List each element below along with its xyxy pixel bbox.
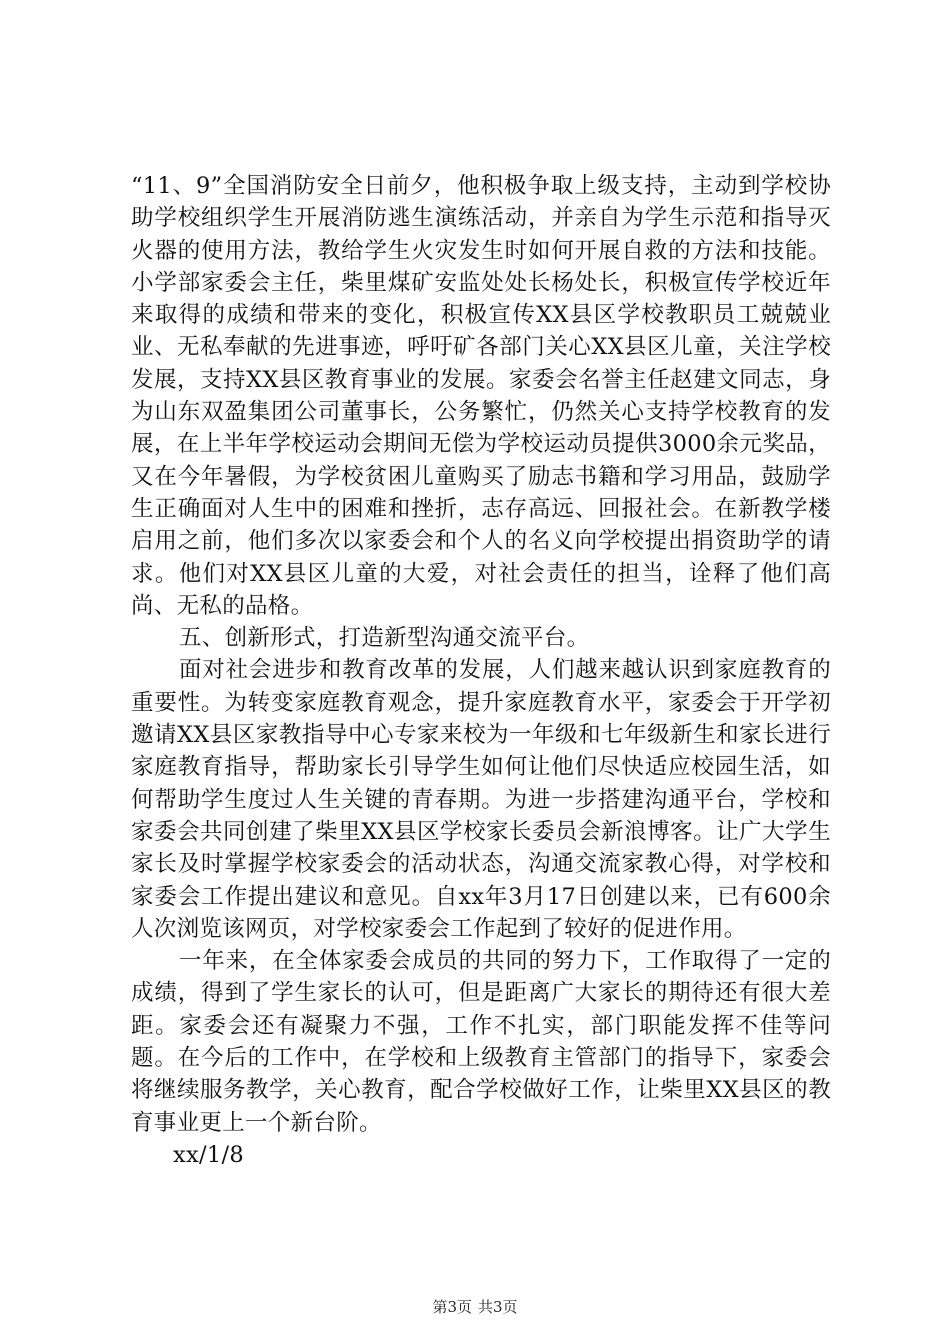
paragraph-fire-safety-and-committee-support: “11、9”全国消防安全日前夕，他积极争取上级支持，主动到学校协助学校组织学生开展消防逃生演练活动，并亲自为学生示范和指导灭火器的使用方法，教给学生火灾发生时如何开展自救的方法和技能。小学部家委会主任，柴里煤矿安监处处长杨处长，积极宣传学校近年来取得的成绩和带来的变化，积极宣传XX县区学校教职员工兢兢业业、无私奉献的先进事迹，呼吁矿各部门关心XX县区儿童，关注学校发展，支持XX县区教育事业的发展。家委会名誉主任赵建文同志，身为山东双盈集团公司董事长，公务繁忙，仍然关心支持学校教育的发展，在上半年学校运动会期间无偿为学校运动员提供3000余元奖品，又在今年暑假，为学校贫困儿童购买了励志书籍和学习用品，鼓励学生正确面对人生中的困难和挫折，志存高远、回报社会。在新教学楼启用之前，他们多次以家委会和个人的名义向学校提出捐资助学的请求。他们对XX县区儿童的大爱，对社会责任的担当，诠释了他们高尚、无私的品格。 [131,173,831,619]
page-total: 共3页 [478,1298,518,1316]
page-footer [0,1297,950,1317]
section-heading-innovation: 五、创新形式，打造新型沟通交流平台。 [179,625,590,652]
document-body [131,170,831,1171]
page-number: 第3页 [432,1298,472,1316]
paragraph-summary: 一年来，在全体家委会成员的共同的努力下，工作取得了一定的成绩，得到了学生家长的认可，但是距离广大家长的期待还有很大差距。家委会还有凝聚力不强，工作不扎实，部门职能发挥不佳等问题。在今后的工作中，在学校和上级教育主管部门的指导下，家委会将继续服务教学，关心教育，配合学校做好工作，让柴里XX县区的教育事业更上一个新台阶。 [131,948,831,1136]
document-date: xx/1/8 [173,1141,244,1168]
paragraph-communication-platform: 面对社会进步和教育改革的发展，人们越来越认识到家庭教育的重要性。为转变家庭教育观念，提升家庭教育水平，家委会于开学初邀请XX县区家教指导中心专家来校为一年级和七年级新生和家长进行家庭教育指导，帮助家长引导学生如何让他们尽快适应校园生活，如何帮助学生度过人生关键的青春期。为进一步搭建沟通平台，学校和家委会共同创建了柴里XX县区学校家长委员会新浪博客。让广大学生家长及时掌握学校家委会的活动状态，沟通交流家教心得，对学校和家委会工作提出建议和意见。自xx年3月17日创建以来，已有600余人次浏览该网页，对学校家委会工作起到了较好的促进作用。 [131,657,831,942]
